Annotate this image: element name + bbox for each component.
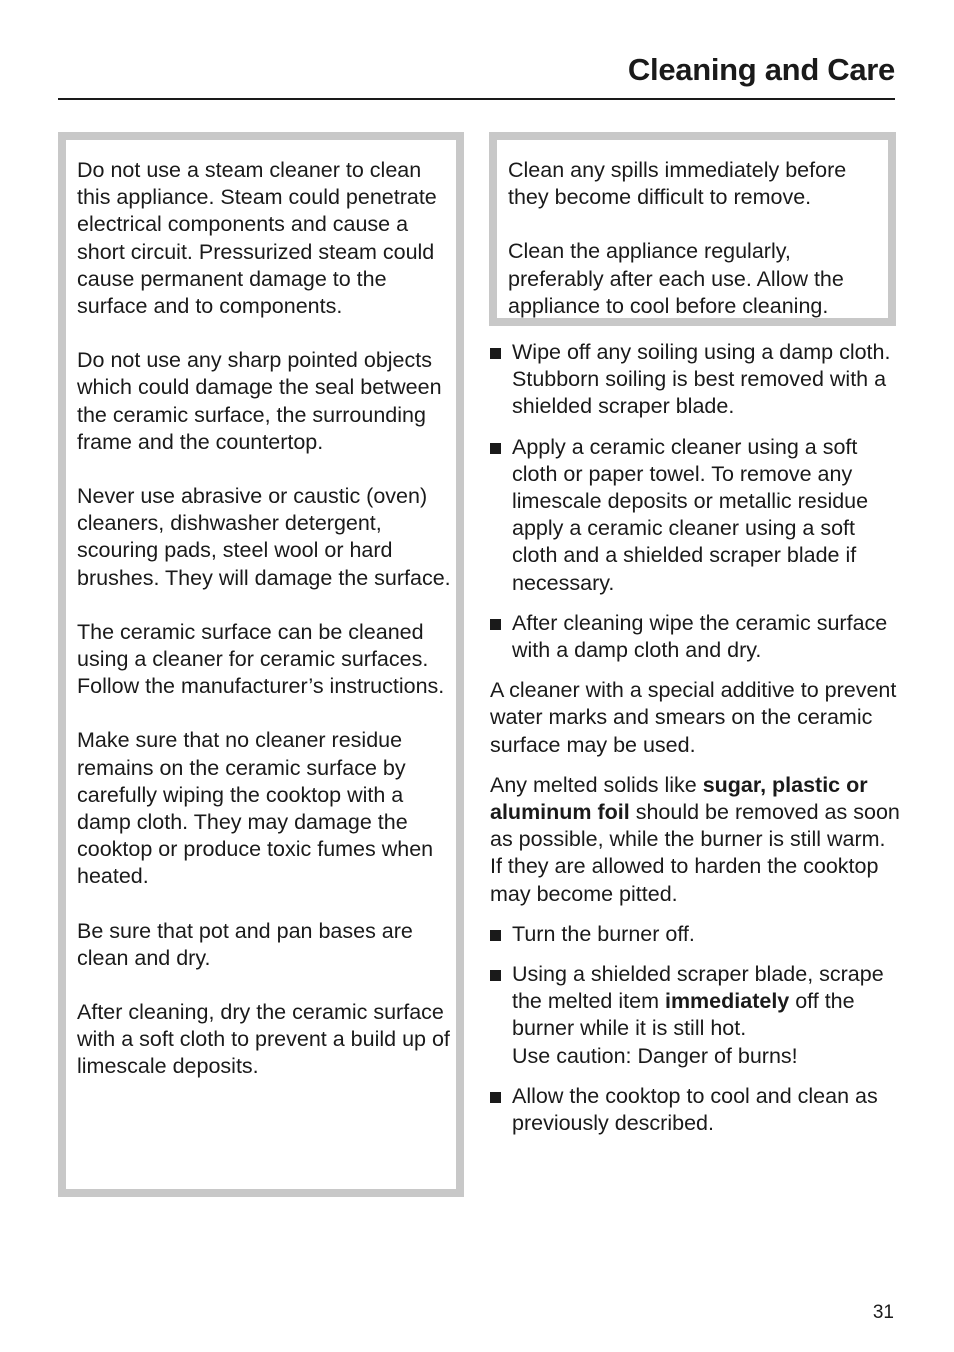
list-item (490, 1083, 900, 1137)
page-title: Cleaning and Care (627, 52, 895, 87)
square-bullet-icon (490, 970, 501, 981)
melted-solids-paragraph (490, 772, 900, 908)
square-bullet-icon (490, 1092, 501, 1103)
square-bullet-icon (490, 930, 501, 941)
list-item-text: Apply a ceramic cleaner using a soft cloth or paper towel. To remove any limescale deposits or metallic residue apply a ceramic cleaner using a soft cloth and a shielded scraper blade if necessary. (512, 434, 869, 595)
warning-paragraph: The ceramic surface can be cleaned using a cleaner for ceramic surfaces. Follow the manufacturer’s instructions. (77, 619, 445, 699)
list-item (490, 610, 900, 664)
list-item (490, 339, 900, 421)
warning-paragraph: Be sure that pot and pan bases are clean and dry. (77, 918, 413, 970)
list-item-text: Allow the cooktop to cool and clean as previously described. (512, 1083, 878, 1136)
melted-text-after: should be removed as soon as possible, while the burner is still warm. If they are allowed to harden the cooktop may become pitted. (490, 800, 900, 906)
list-item (490, 921, 900, 948)
square-bullet-icon (490, 443, 501, 454)
warning-paragraph: Clean the appliance regularly, preferably after each use. Allow the appliance to cool before cleaning. (508, 239, 844, 318)
page-number: 31 (872, 1302, 894, 1323)
caution-text: Use caution: Danger of burns! (512, 1043, 798, 1068)
scrape-text-after: off the burner while it is still hot. (512, 989, 855, 1041)
list-item (490, 434, 900, 597)
square-bullet-icon (490, 619, 501, 630)
warning-paragraph: Do not use a steam cleaner to clean this appliance. Steam could penetrate electrical components and cause a short circuit. Pressurized steam could cause permanent damage to the surface and to components. (77, 158, 437, 319)
scrape-text-bold: immediately (664, 989, 790, 1014)
warning-paragraph: Do not use any sharp pointed objects which could damage the seal between the ceramic surface, the surrounding frame and the countertop. (77, 348, 442, 454)
right-column (490, 339, 900, 1150)
warning-paragraph: Never use abrasive or caustic (oven) cleaners, dishwasher detergent, scouring pads, steel wool or hard brushes. They will damage the surface. (77, 484, 451, 590)
warning-box-left (58, 132, 464, 1197)
melted-text-bold: sugar, plastic or aluminum foil (490, 772, 868, 825)
list-item-text: Wipe off any soiling using a damp cloth. Stubborn soiling is best removed with a shielded scraper blade. (512, 340, 891, 419)
list-item (490, 961, 900, 1070)
header-rule (58, 98, 895, 100)
warning-box-right (489, 132, 896, 326)
warning-paragraph: Clean any spills immediately before they become difficult to remove. (508, 158, 847, 210)
additive-paragraph: A cleaner with a special additive to prevent water marks and smears on the ceramic surface may be used. (490, 678, 897, 757)
list-item-text: Turn the burner off. (512, 921, 695, 946)
melted-text-before: Any melted solids like (490, 772, 703, 797)
warning-paragraph: After cleaning, dry the ceramic surface with a soft cloth to prevent a build up of limescale deposits. (77, 1000, 450, 1079)
scrape-text-before: Using a shielded scraper blade, scrape the melted item (512, 962, 884, 1014)
square-bullet-icon (490, 348, 501, 359)
list-item-text: After cleaning wipe the ceramic surface with a damp cloth and dry. (512, 610, 888, 663)
warning-paragraph: Make sure that no cleaner residue remains on the ceramic surface by carefully wiping the cooktop with a damp cloth. They may damage the cooktop or produce toxic fumes when heated. (77, 728, 434, 889)
